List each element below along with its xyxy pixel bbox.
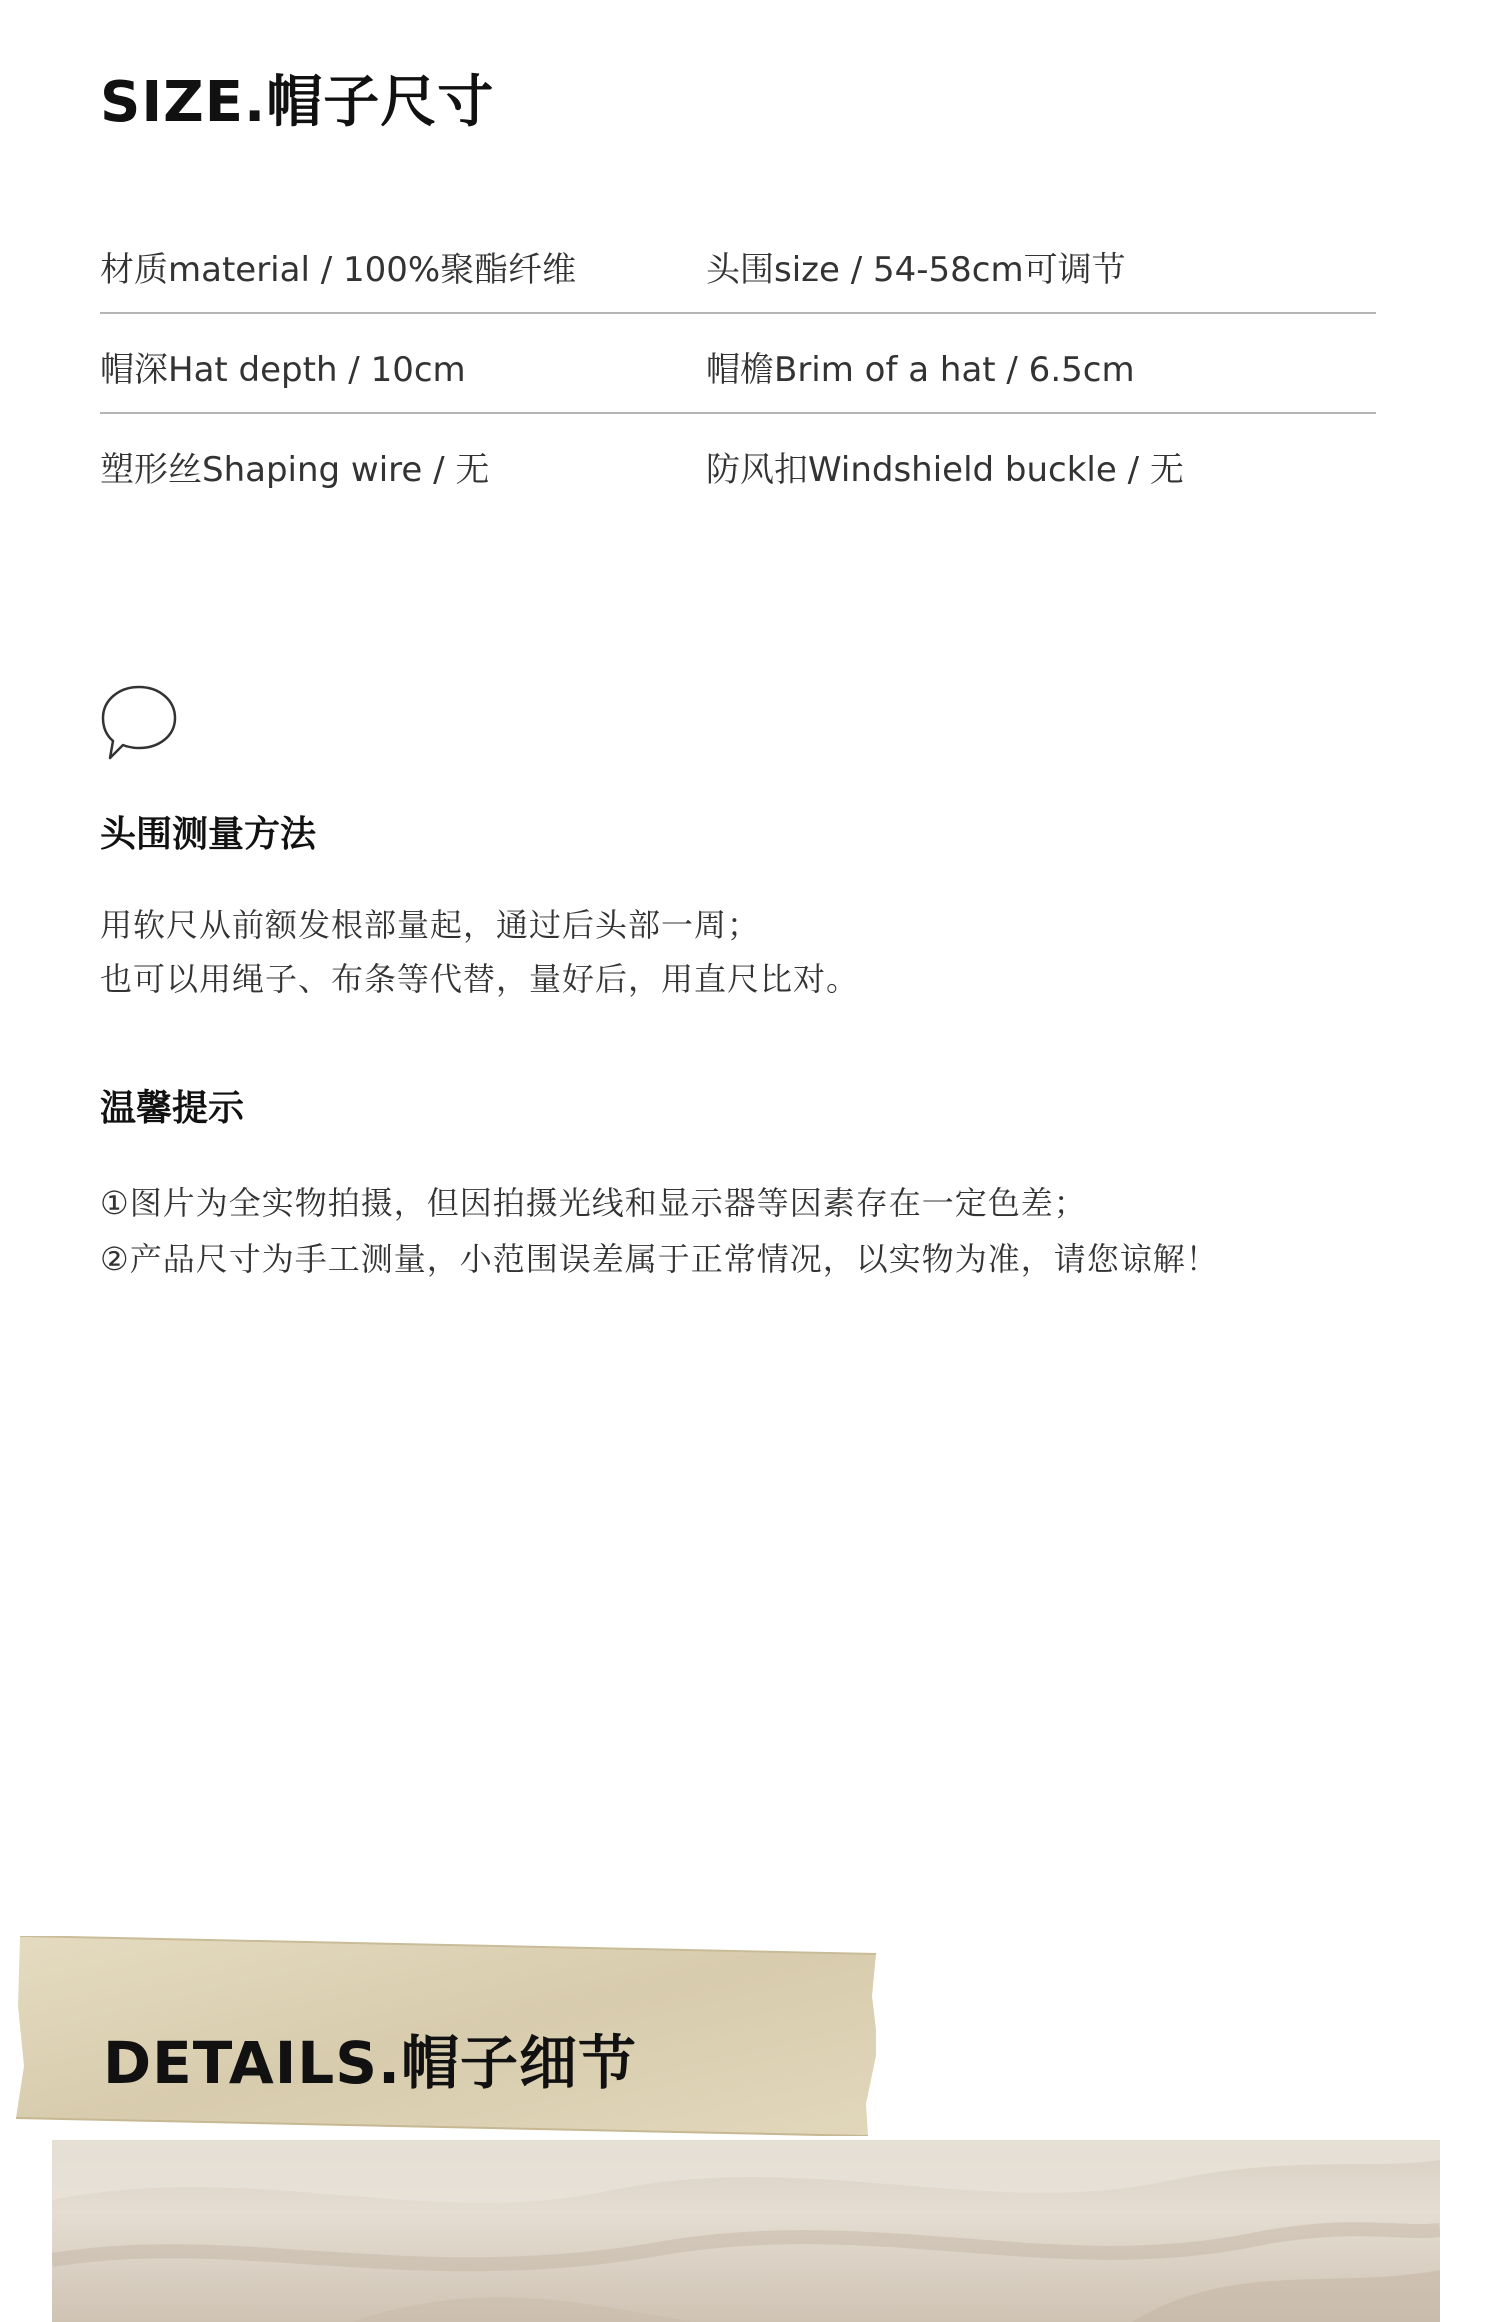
- spec-hat-depth: 帽深Hat depth / 10cm: [100, 350, 466, 390]
- details-section-title: DETAILS.帽子细节: [103, 2029, 638, 2097]
- spec-head-size: 头围size / 54-58cm可调节: [706, 250, 1126, 290]
- measure-text-line: 也可以用绳子、布条等代替，量好后，用直尺比对。: [100, 960, 860, 998]
- spec-row: [100, 412, 1376, 512]
- tips-text-line: ①图片为全实物拍摄，但因拍摄光线和显示器等因素存在一定色差；: [100, 1184, 1087, 1222]
- tips-heading: 温馨提示: [100, 1088, 245, 1129]
- measure-heading: 头围测量方法: [100, 814, 317, 855]
- measure-text-line: 用软尺从前额发根部量起，通过后头部一周；: [100, 906, 761, 944]
- spec-row: [100, 312, 1376, 414]
- tips-text-line: ②产品尺寸为手工测量，小范围误差属于正常情况，以实物为准，请您谅解！: [100, 1240, 1219, 1278]
- hat-detail-photo: [52, 2140, 1440, 2322]
- speech-bubble-icon: [98, 682, 180, 768]
- spec-material: 材质material / 100%聚酯纤维: [100, 250, 577, 290]
- spec-brim: 帽檐Brim of a hat / 6.5cm: [706, 350, 1135, 390]
- spec-shaping-wire: 塑形丝Shaping wire / 无: [100, 450, 490, 490]
- spec-row: [100, 212, 1376, 314]
- spec-windshield-buckle: 防风扣Windshield buckle / 无: [706, 450, 1184, 490]
- size-section-title: SIZE.帽子尺寸: [100, 70, 495, 135]
